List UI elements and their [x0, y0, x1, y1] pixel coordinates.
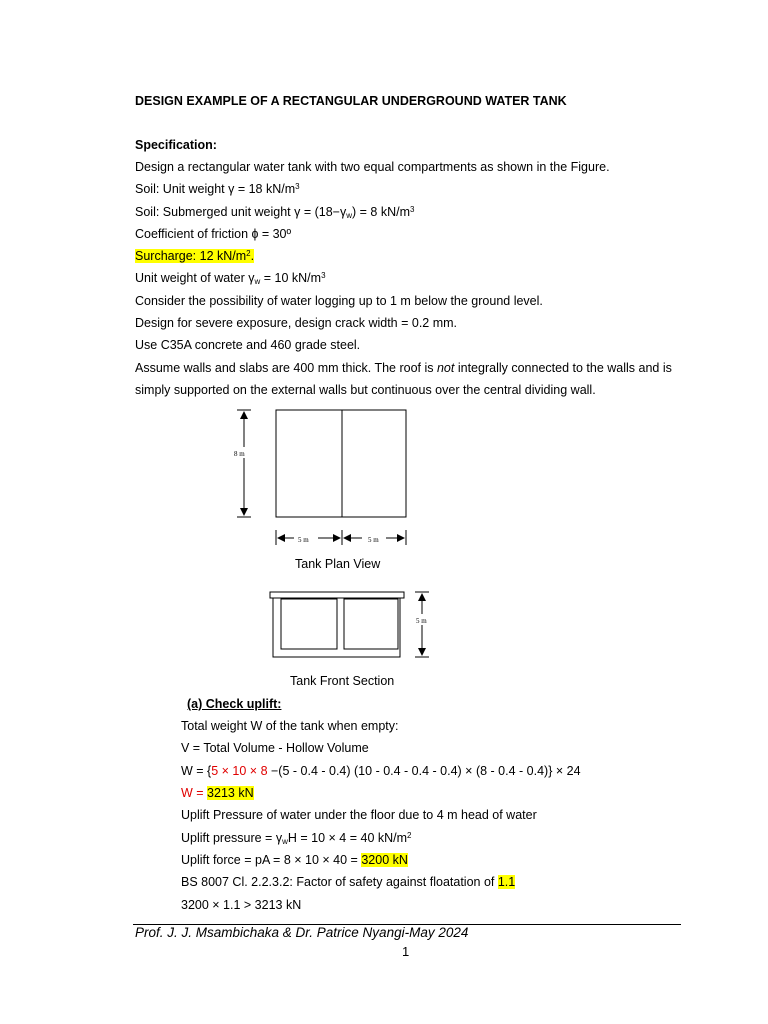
- spec-line: Assume walls and slabs are 400 mm thick. The roof is not integrally connected to the walls and is: [135, 361, 672, 375]
- spec-line: Design a rectangular water tank with two equal compartments as shown in the Figure.: [135, 160, 610, 174]
- document-title: DESIGN EXAMPLE OF A RECTANGULAR UNDERGROUND WATER TANK: [135, 94, 567, 108]
- plan-width-left-label: 5 m: [298, 536, 309, 544]
- spec-line: Unit weight of water $\gamma_w = 10$ $kN/m^3$: [135, 271, 326, 286]
- uplift-fos-line: BS 8007 Cl. 2.2.3.2: Factor of safety against floatation of 1.1: [181, 875, 516, 889]
- plan-width-dimension: [276, 530, 406, 545]
- uplift-force-line: Uplift force = pA = 8 × 10 × 40 = 3200 kN: [181, 853, 408, 867]
- uplift-line: Uplift Pressure of water under the floor due to 4 m head of water: [181, 808, 537, 822]
- page-number: 1: [402, 944, 410, 959]
- section-caption: Tank Front Section: [290, 674, 395, 688]
- uplift-weight-result: W = 3213 kN: [181, 786, 254, 800]
- plan-height-label: 8 m: [234, 450, 245, 458]
- section-height-dimension: [413, 592, 433, 657]
- uplift-line: W = {5 × 10 × 8 −(5 - 0.4 - 0.4) (10 - 0.4 - 0.4 - 0.4) × (8 - 0.4 - 0.4)} × 24: [181, 764, 581, 778]
- spec-line: Design for severe exposure, design crack width = 0.2 mm.: [135, 316, 458, 330]
- plan-caption: Tank Plan View: [295, 557, 381, 571]
- spec-line: Soil: Submerged unit weight $\gamma = (18-\gamma_w) = 8$ $kN/m^3$: [135, 205, 415, 220]
- spec-line: Coefficient of friction ɸ = 30º: [135, 227, 292, 241]
- uplift-line: Total weight W of the tank when empty:: [181, 719, 399, 733]
- uplift-line: 3200 × 1.1 > 3213 kN: [181, 898, 302, 912]
- page-footer: Prof. J. J. Msambichaka & Dr. Patrice Nyangi-May 2024: [135, 925, 469, 940]
- spec-line: Soil: Unit weight γ = 18 $kN/m^3$: [135, 182, 300, 196]
- uplift-line: Uplift pressure = $\gamma_wH = 10 \times 4 = 40$ $kN/m^2$: [181, 831, 412, 846]
- plan-height-dimension: [231, 410, 251, 517]
- spec-line: simply supported on the external walls but continuous over the central dividing wall.: [135, 383, 596, 397]
- tank-front-section: [270, 592, 404, 657]
- tank-plan-view: [276, 410, 406, 517]
- spec-line: Use C35A concrete and 460 grade steel.: [135, 338, 361, 352]
- spec-line-surcharge: Surcharge: 12 $kN/m^2$.: [135, 249, 255, 263]
- spec-line: Consider the possibility of water logging up to 1 m below the ground level.: [135, 294, 543, 308]
- uplift-line: V = Total Volume - Hollow Volume: [181, 741, 369, 755]
- plan-width-right-label: 5 m: [368, 536, 379, 544]
- spec-heading: Specification:: [135, 138, 217, 152]
- uplift-heading: (a) Check uplift:: [187, 697, 282, 711]
- section-height-label: 5 m: [416, 617, 427, 625]
